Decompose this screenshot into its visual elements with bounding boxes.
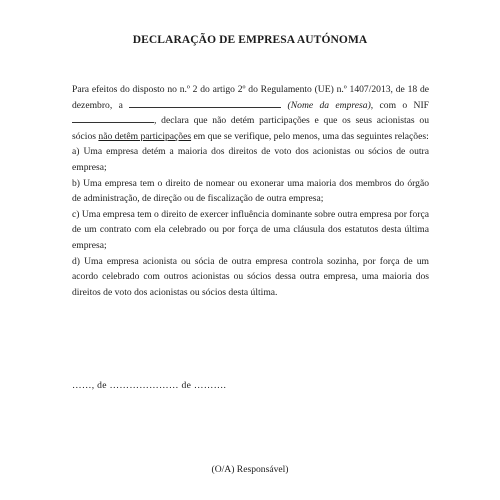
document-body bbox=[72, 82, 429, 300]
item-d: d) Uma empresa acionista ou sócia de outra empresa controla sozinha, por força de um acordo celebrado com outros acionistas ou sócios dessa outra empresa, uma maioria dos direitos de voto dos acionistas ou sócios desta última. bbox=[72, 255, 429, 298]
company-name-placeholder: (Nome da empresa) bbox=[287, 99, 371, 111]
document-title: DECLARAÇÃO DE EMPRESA AUTÓNOMA bbox=[132, 34, 368, 46]
intro-text-4: em que se verifique, pelo menos, uma das seguintes relações: bbox=[191, 130, 429, 142]
intro-text-1: Para efeitos do disposto no n.º 2 do artigo 2º do Regulamento (UE) n.º 1407/2013, de 18 de dezembro, a bbox=[72, 84, 429, 111]
signature-label: (O/A) Responsável) bbox=[211, 464, 289, 475]
intro-text-2: , com o NIF bbox=[370, 99, 429, 111]
nif-blank bbox=[72, 113, 154, 123]
intro-text-3: , declara que não detém participações e que os seus acionistas ou sócios bbox=[72, 115, 429, 142]
item-a: a) Uma empresa detém a maioria dos direitos de voto dos acionistas ou sócios de outra empresa; bbox=[72, 146, 429, 173]
item-c: c) Uma empresa tem o direito de exercer influência dominante sobre outra empresa por força de um contrato com ela celebrado ou por força de uma cláusula dos estatutos desta última empresa; bbox=[72, 208, 429, 251]
underlined-phrase: não detêm participações bbox=[98, 130, 192, 142]
date-line: ……, de ………………… de ………. bbox=[72, 380, 227, 391]
item-b: b) Uma empresa tem o direito de nomear ou exonerar uma maioria dos membros do órgão de administração, de direção ou de fiscalização de outra empresa; bbox=[72, 177, 429, 205]
intro-paragraph bbox=[72, 82, 429, 144]
company-name-blank bbox=[129, 98, 281, 108]
